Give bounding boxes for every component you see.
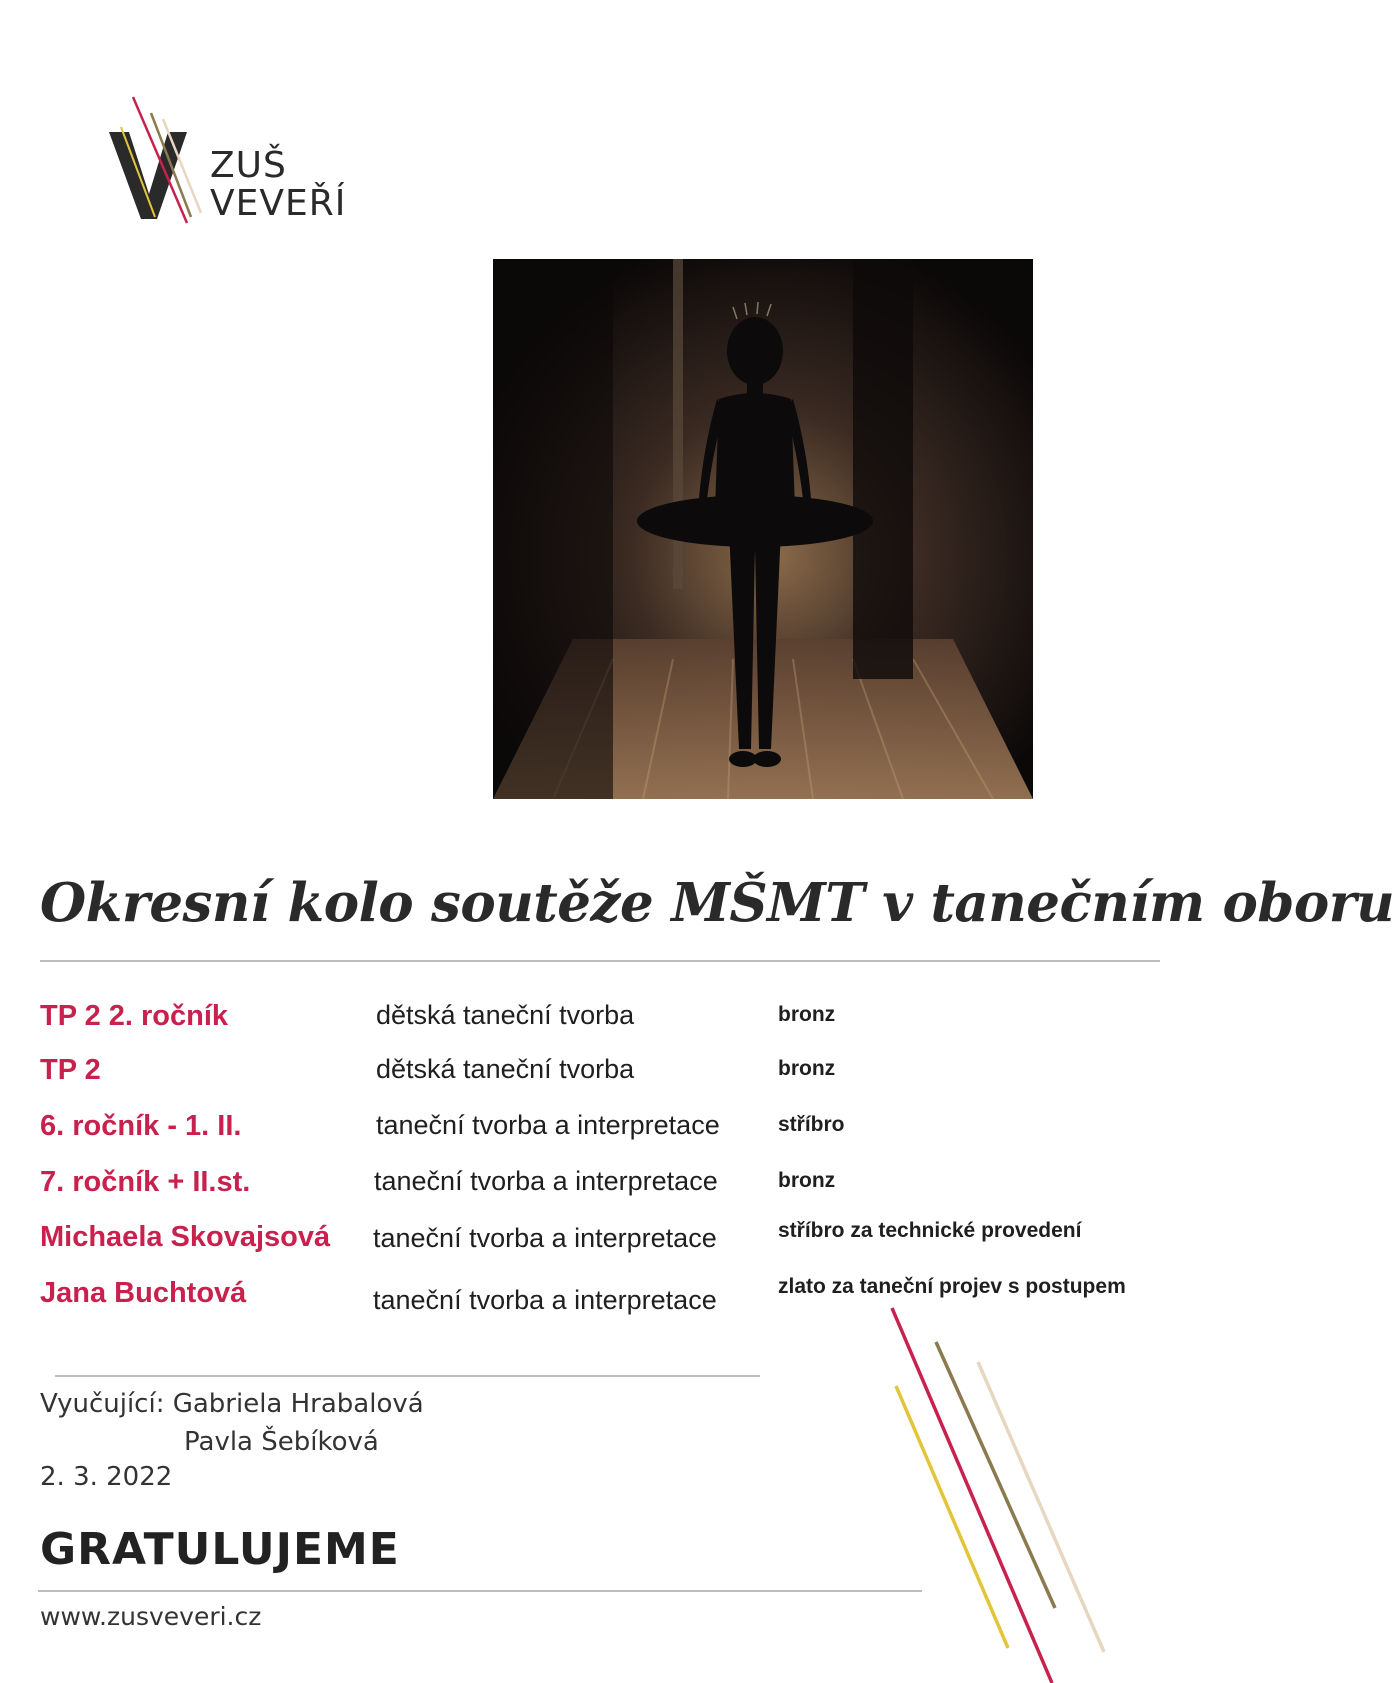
footer-divider (38, 1590, 922, 1592)
result-award: bronz (778, 1003, 836, 1026)
result-category: TP 2 2. ročník (40, 1000, 229, 1032)
result-award: zlato za taneční projev s postupem (778, 1275, 1126, 1298)
teachers-block (40, 1385, 424, 1461)
ballerina-silhouette-icon (493, 259, 1033, 799)
decorative-lines-icon (880, 1300, 1120, 1683)
result-category: TP 2 (40, 1054, 101, 1086)
result-row (0, 1000, 1190, 1050)
school-logo (105, 95, 365, 225)
result-discipline: taneční tvorba a interpretace (376, 1110, 720, 1140)
logo-text (210, 147, 346, 223)
congratulations-heading: GRATULUJEME (40, 1524, 400, 1575)
teacher-name: Pavla Šebíková (184, 1427, 379, 1457)
page-title: Okresní kolo soutěže MŠMT v tanečním oboru (40, 872, 1394, 934)
logo-line-1: ZUŠ (210, 145, 287, 186)
result-discipline: taneční tvorba a interpretace (373, 1285, 717, 1315)
result-category: Michaela Skovajsová (40, 1221, 331, 1253)
result-award: stříbro (778, 1113, 845, 1136)
ballerina-photo (493, 259, 1033, 799)
teacher-name: Gabriela Hrabalová (172, 1389, 424, 1419)
result-row (0, 1110, 1190, 1160)
result-row (0, 1054, 1190, 1104)
website-link[interactable]: www.zusveveri.cz (40, 1602, 262, 1631)
result-award: stříbro za technické provedení (778, 1219, 1082, 1242)
result-award: bronz (778, 1057, 836, 1080)
result-award: bronz (778, 1169, 836, 1192)
result-category: 6. ročník - 1. II. (40, 1110, 242, 1142)
result-discipline: taneční tvorba a interpretace (374, 1166, 718, 1196)
result-discipline: dětská taneční tvorba (376, 1054, 635, 1084)
result-row (0, 1221, 1190, 1271)
logo-mark-icon (105, 95, 215, 225)
result-category: Jana Buchtová (40, 1277, 247, 1309)
result-discipline: dětská taneční tvorba (376, 1000, 635, 1030)
teachers-label: Vyučující: (40, 1389, 165, 1419)
event-date: 2. 3. 2022 (40, 1462, 173, 1492)
result-discipline: taneční tvorba a interpretace (373, 1223, 717, 1253)
title-divider (40, 960, 1160, 962)
logo-line-2: VEVEŘÍ (210, 183, 347, 224)
results-divider (55, 1375, 760, 1377)
result-category: 7. ročník + II.st. (40, 1166, 251, 1198)
result-row (0, 1166, 1190, 1216)
